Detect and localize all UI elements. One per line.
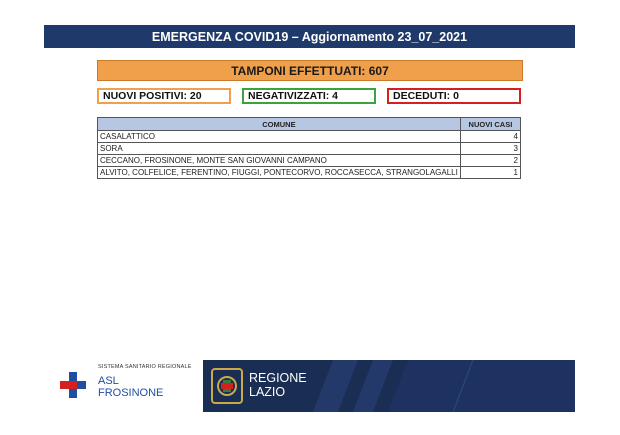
asl-subtitle: SISTEMA SANITARIO REGIONALE (98, 364, 192, 370)
cases-table (97, 117, 521, 179)
table-row (98, 155, 521, 167)
casi-cell: 2 (460, 155, 520, 167)
page-title: EMERGENZA COVID19 – Aggiornamento 23_07_2021 (44, 25, 575, 48)
asl-name-line1: ASL (98, 375, 119, 387)
casi-cell: 4 (460, 131, 520, 143)
negativizzati-box: NEGATIVIZZATI: 4 (242, 88, 376, 104)
table-header-row (98, 118, 521, 131)
column-header-comune: COMUNE (98, 118, 461, 131)
casi-cell: 3 (460, 143, 520, 155)
table-row (98, 167, 521, 179)
column-header-nuovi-casi: NUOVI CASI (460, 118, 520, 131)
table-row (98, 131, 521, 143)
comune-cell: CECCANO, FROSINONE, MONTE SAN GIOVANNI CAMPANO (98, 155, 461, 167)
lazio-line1: REGIONE (249, 371, 307, 385)
deceduti-box: DECEDUTI: 0 (387, 88, 521, 104)
tamponi-banner: TAMPONI EFFETTUATI: 607 (97, 60, 523, 81)
asl-name (98, 375, 163, 399)
regione-lazio-emblem-icon (211, 368, 243, 404)
nuovi-positivi-box: NUOVI POSITIVI: 20 (97, 88, 231, 104)
asl-frosinone-logo (60, 360, 200, 410)
table-row (98, 143, 521, 155)
asl-name-line2: FROSINONE (98, 387, 164, 399)
regione-lazio-banner (203, 360, 575, 412)
casi-cell: 1 (460, 167, 520, 179)
comune-cell: ALVITO, COLFELICE, FERENTINO, FIUGGI, PONTECORVO, ROCCASECCA, STRANGOLAGALLI (98, 167, 461, 179)
comune-cell: CASALATTICO (98, 131, 461, 143)
red-blue-cross-icon (60, 372, 86, 398)
comune-cell: SORA (98, 143, 461, 155)
lazio-line2: LAZIO (249, 385, 286, 399)
decorative-stripes (313, 360, 575, 412)
regione-lazio-name (249, 371, 307, 399)
